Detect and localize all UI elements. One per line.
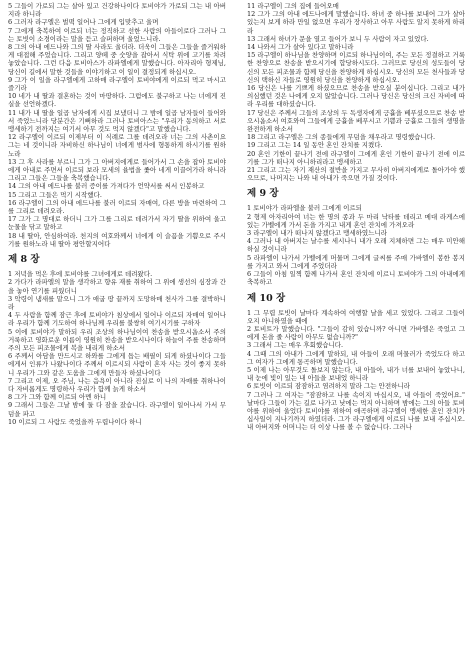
verse: 19 그리고 그는 14 일 동안 혼인 잔치를 지켰다. [247,141,383,150]
verse: 16 당신은 나를 기쁘게 하셨으므로 찬송을 받으실 분이십니다. 그리고 내가 의심했던 것은 나에게 오지 않았습니다. 그러나 당신은 당신의 크신 자비에 따라 우리를 대하셨습니다. [247,84,465,109]
chapter-8-verses [8,270,226,426]
verse: 4 두 사람을 함께 잠근 후에 토비야가 침상에서 일어나 이르되 자매여 일어나라 우리가 함께 기도하여 하나님께 우리를 불쌍히 여기시기를 구하자 [8,311,226,328]
verse: 4 그러나 내 아버지는 날수를 세시나니 내가 오래 지체하면 그는 매우 미안해 하실 것이니라 [247,237,465,254]
verse: 5 이제 나는 아무것도 돌보지 않는다, 내 아들아, 내가 너를 보내어 놓았나니, 내 눈에 빛이 있는 내 아들을 보내었 하니라 [247,365,465,383]
verse: 7 그리고 이제, 오 주님, 나는 음욕이 아니라 진실로 이 나의 자매를 취하나이다 자비롭게도 명령하사 우리가 함께 늙게 하소서 [8,376,226,393]
chapter-9-verses [247,204,465,286]
verse: 6 그러자 라구엘은 벌떡 일어나 그에게 입맞추고 울며 [8,18,159,27]
verse: 20 혼인 기한이 끝나기 전에 라구엘이 그에게 혼인 기한이 끝나기 전에 이르기를 그가 떠나지 아니하리라고 맹세하고 [247,149,465,166]
verse: 9 그래서 그들은 그날 밤에 둘 다 잠을 잤습니다. 라구엘이 일어나서 가서 무덤을 파고 [8,401,226,418]
verse: 1 그 무렵 토빗이 날마다 계속하여 여행할 날을 세고 있었다. 그리고 그들이 오지 아니하였을 때에 [247,308,465,325]
verse: 6 그들이 아침 일찍 함께 나가서 혼인 잔치에 이르니 토비야가 그의 아내에게 축복하고 [247,270,465,287]
verse: 10 이르되 그 사람도 죽었을까 두렵나이다 하니 [8,417,142,426]
chapter-heading: 제 8 장 [8,254,40,266]
verse: 2 가다가 라파엘의 말을 생각하고 향유 재를 취하여 그 위에 생선의 심장과 간을 놓아 연기를 피웠더니 [8,278,226,295]
verse: 8 그가 그와 함께 이르되 아멘 하니 [8,393,107,402]
verse: 14 그의 아내 에드나를 불러 증이를 가져다가 언약서를 써서 인봉하고 [8,182,205,191]
verse: 18 내 딸아, 안심하여라. 천지의 여호와께서 너에게 이 슬픔을 기쁨으로 주시기를 원하노라 내 딸아 평안할지어다 [8,231,226,248]
verse: 5 라파엘이 나가서 가벨에게 머물며 그에게 글씨를 주매 가바엘이 봉한 봉지를 가지고 와서 그에게 주었더라 [247,253,465,270]
verse: 15 그리고 그들은 먹기 시작했다. [8,190,102,199]
verse: 8 그의 아내 에드나와 그의 딸 사라도 울더라. 더욱이 그들은 그들을 즐거워하게 대접해 주었습니다. 그리고 양떼 중 숫양을 잡아서 식탁 위에 고기를 차려 놓았습니다. 그런 다음 토비아스가 라파엘에게 말했습니다. 아자리아 형제님, 당신이 길에서 말한 것들을 이야기하고 이 일이 결정되게 하십시오. [8,43,226,76]
verse: 7 그에게 축복하여 이르되 너는 정직하고 선한 사람의 아들이로다 그러나 그는 토빗이 소경이라는 말을 듣고 슬퍼하며 울었느니라. [8,26,226,43]
verse: 14 나와서 그가 살아 있다고 말하니라 [247,43,354,52]
verse: 17 당신은 주께서 그들의 조상의 두 독생자에게 긍휼을 베푸셨으므로 찬송 받으시옵소서 여호와여 그들에게 긍휼을 베푸시고 기쁨과 긍휼로 그들의 생명을 완전하게 하소서 [247,108,465,134]
verse: 17 그가 그 명대로 하더니 그가 그를 그리로 데려가서 자기 딸을 위하여 울고 눈물을 닦고 말하고 [8,215,226,232]
verse: 5 이에 토비야가 말하되 우리 조상의 하나님이여 찬송을 받으시옵소서 주의 거룩하고 영화로운 이름이 영원히 찬송을 받으시나이다 하늘이 주를 찬송하며 주의 모든 피조물에게 복을 내리게 하소서 [8,327,226,352]
chapter-heading: 제 10 장 [247,292,286,304]
verse: 6 토빗이 이르되 잠잠하고 염려하지 말라 그는 안전하니라 [247,382,411,391]
verse: 13 그래서 하녀가 문을 열고 들어가 보니 두 사람이 자고 있었다. [247,34,429,43]
verse: 10 네가 내 딸과 결혼하는 것이 마땅하다. 그럼에도 불구하고 나는 너에게 진실을 선언하겠다. [8,92,226,109]
verse: 16 라구엘이 그의 아내 에드나를 불러 이르되 자매여, 다른 방을 마련하여 그를 그리로 데려오라. [8,198,226,216]
chapter-heading: 제 9 장 [247,188,279,200]
verse: 12 그가 그의 아내 에드나에게 말했습니다. 하녀 중 하나를 보내어 그가 살아 있는지 보게 하라 만일 없으면 우리가 장사하고 아무 사람도 알지 못하게 하리라 [247,10,465,35]
verse: 2 형제 아자리아여 너는 한 명의 종과 두 마리 낙타를 데리고 메대 라게스에 있는 가벨에게 가서 돈을 가지고 내게 혼인 잔치에 가져오라 [247,212,465,229]
verse: 3 악령이 냄새를 맡으니 그가 애굽 땅 끝까지 도망하매 천사가 그를 결박하니라 [8,294,226,311]
verse: 5 그들이 가로되 그는 살아 있고 건강하나이다 토비야가 가로되 그는 내 아버지라 하니라 [8,2,226,19]
verse: 13 그 후 사라를 부르니 그가 그 아버지에게로 들어가서 그 손을 잡아 토비야에게 아내로 주면서 이르되 보라 모세의 율법을 좇아 네게 이끌어가라 하니라 그리고 그들은 그들을 축복했습니다. [8,157,226,183]
verse: 15 라구엘이 하나님을 찬양하며 이르되 하나님이여, 주는 모든 정결하고 거룩한 찬양으로 찬송을 받으시기에 합당하시도다. 그러므로 당신의 성도들이 당신의 모든 피조물과 함께 당신을 찬양하게 하십시오. 당신의 모든 천사들과 당신의 택하신 자들로 영원히 당신을 찬양하게 하십시오. [247,51,465,84]
right-column [247,2,465,432]
verse: 11 내가 내 딸을 일곱 남자에게 시집 보냈더니 그 밤에 일곱 남자들이 들어와서 죽었느니라 당분간은 기뻐하라 그러나 토비아스는 "우리가 동의하고 서로 맹세하기 전까지는 여기서 아무 것도 먹지 않겠다"고 말했습니다. [8,108,226,134]
verse: 2 토비트가 말했습니다. "그들이 감히 있습니까? 아니면 가바엘은 죽었고 그에게 돈을 줄 사람이 아무도 없습니까?" [247,324,465,342]
verse: 7 그러나 그 여자는 "잠잠하고 나를 속이지 마십시오, 내 아들이 죽었어요." 날마다 그들이 가는 길로 나가고 낮에는 먹지 아니하며 밤에는 그의 아들 토비야를 위하여 울었다 토비야를 위하여 애곡하며 라구엘이 맹세한 혼인 잔치가 십사일이 지나기까지 하였더라. 그가 라구엘에게 이르되 나를 보내 주십시오. 내 아버지와 어머니는 더 이상 나를 볼 수 없습니다. 그러나 [247,390,465,432]
verse: 3 라구엘이 내가 떠나지 않겠다고 맹세하였느니라 [247,229,388,238]
verse: 18 그리고 라구엘은 그의 종들에게 무덤을 채우라고 명령했습니다. [247,133,436,142]
verse: 12 라구엘이 이르되 이제부터 이 식례로 그를 데려오라 너는 그의 사촌이요 그는 네 것이니라 자비하신 하나님이 너에게 범사에 형통하게 하시기를 원하노라 [8,133,226,158]
chapter-8-continued-verses [247,2,465,182]
verse: 6 주께서 아담을 만드시고 하와를 그에게 돕는 배필이 되게 하셨나이다 그들에게서 인류가 나왔나이다 주께서 이르시되 사람이 혼자 사는 것이 좋지 못하니 우리가 그와 같은 도움을 그에게 만들자 하셨나이다 [8,352,226,377]
verse: 11 라구엘이 그의 집에 들어오매 [247,2,339,10]
verse: 21 그리고 그는 자기 재산의 절반을 가지고 무사히 아버지에게로 돌아가야 했으므로, 나머지는 나와 내 아내가 죽으면 가질 것이다. [247,166,465,183]
left-column [8,2,226,426]
left-verses-before-chapter-8 [8,2,226,248]
verse: 1 토비야가 라파엘을 불러 그에게 이르되 [247,204,362,213]
verse: 9 그가 이 일을 라구엘에게 고하매 라구엘이 토비야에게 이르되 먹고 마시고 즐기라 [8,75,226,93]
verse: 3 그래서 그는 매우 후회했습니다. [247,341,344,350]
verse: 4 그때 그의 아내가 그에게 말하되, 내 아들이 오래 머물러가 죽었도다 하고 그 여자가 그에게 통곡하며 말했습니다. [247,349,465,366]
chapter-10-verses [247,309,465,432]
verse: 1 저녁을 먹은 후에 토비야를 그녀에게로 데려왔다. [8,270,153,279]
